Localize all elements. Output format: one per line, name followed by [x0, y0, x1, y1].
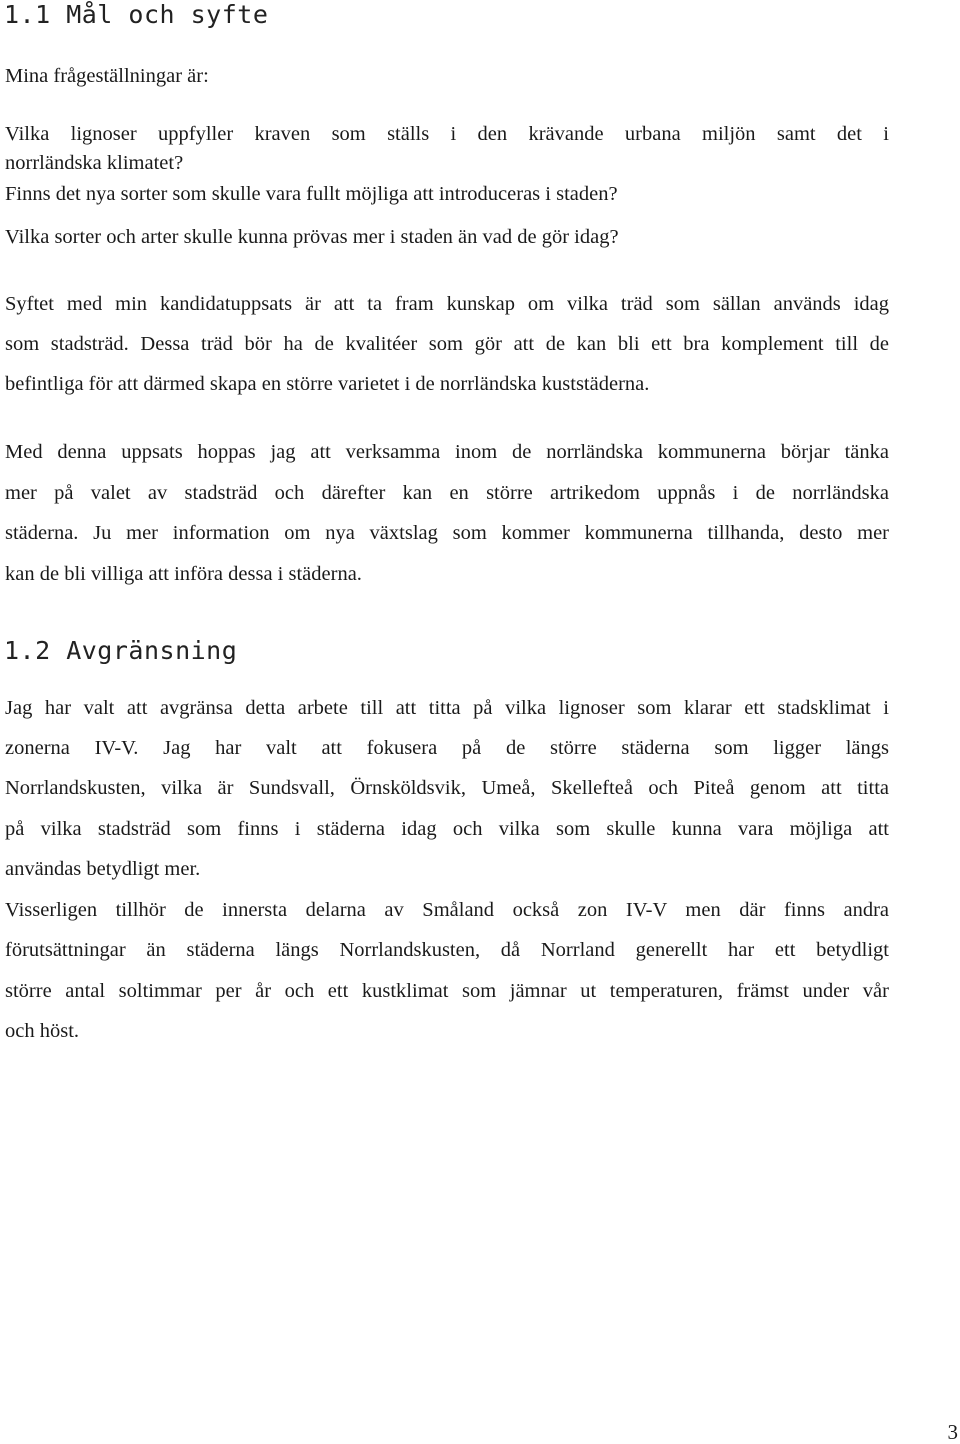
paragraph-line: zonerna IV-V. Jag har valt att fokusera på de större städerna som ligger längs [5, 737, 889, 759]
paragraph-line: förutsättningar än städerna längs Norrlandskusten, då Norrland generellt har ett betydligt [5, 939, 889, 961]
paragraph-line: som stadsträd. Dessa träd bör ha de kvalitéer som gör att de kan bli ett bra komplement till de [5, 333, 889, 355]
paragraph-line: och höst. [5, 1020, 80, 1042]
paragraph-line: Syftet med min kandidatuppsats är att ta fram kunskap om vilka träd som sällan används idag [5, 293, 889, 315]
paragraph-line: Norrlandskusten, vilka är Sundsvall, Örnsköldsvik, Umeå, Skellefteå och Piteå genom att titta [5, 777, 889, 799]
question-line: Finns det nya sorter som skulle vara fullt möjliga att introduceras i staden? [5, 183, 618, 205]
paragraph-line: mer på valet av stadsträd och därefter kan en större artrikedom uppnås i de norrländska [5, 482, 889, 504]
question-line: norrländska klimatet? [5, 152, 184, 174]
paragraph-line: städerna. Ju mer information om nya växtslag som kommer kommunerna tillhanda, desto mer [5, 522, 889, 544]
question-line: Vilka lignoser uppfyller kraven som ställs i den krävande urbana miljön samt det i [5, 123, 889, 145]
question-line: Vilka sorter och arter skulle kunna prövas mer i staden än vad de gör idag? [5, 226, 619, 248]
paragraph-line: större antal soltimmar per år och ett kustklimat som jämnar ut temperaturen, främst under vår [5, 980, 889, 1002]
paragraph-line: befintliga för att därmed skapa en större varietet i de norrländska kuststäderna. [5, 373, 650, 395]
paragraph-line: på vilka stadsträd som finns i städerna idag och vilka som skulle kunna vara möjliga att [5, 818, 889, 840]
paragraph-line: användas betydligt mer. [5, 858, 201, 880]
paragraph-line: Med denna uppsats hoppas jag att verksamma inom de norrländska kommunerna börjar tänka [5, 441, 889, 463]
intro-text: Mina frågeställningar är: [5, 65, 209, 87]
page-number: 3 [947, 1420, 958, 1444]
paragraph-line: kan de bli villiga att införa dessa i städerna. [5, 563, 362, 585]
section-heading-avgransning: 1.2 Avgränsning [4, 636, 238, 665]
paragraph-line: Jag har valt att avgränsa detta arbete till att titta på vilka lignoser som klarar ett stadsklimat i [5, 697, 889, 719]
paragraph-line: Visserligen tillhör de innersta delarna av Småland också zon IV-V men där finns andra [5, 899, 889, 921]
section-heading-mal-och-syfte: 1.1 Mål och syfte [4, 0, 269, 29]
